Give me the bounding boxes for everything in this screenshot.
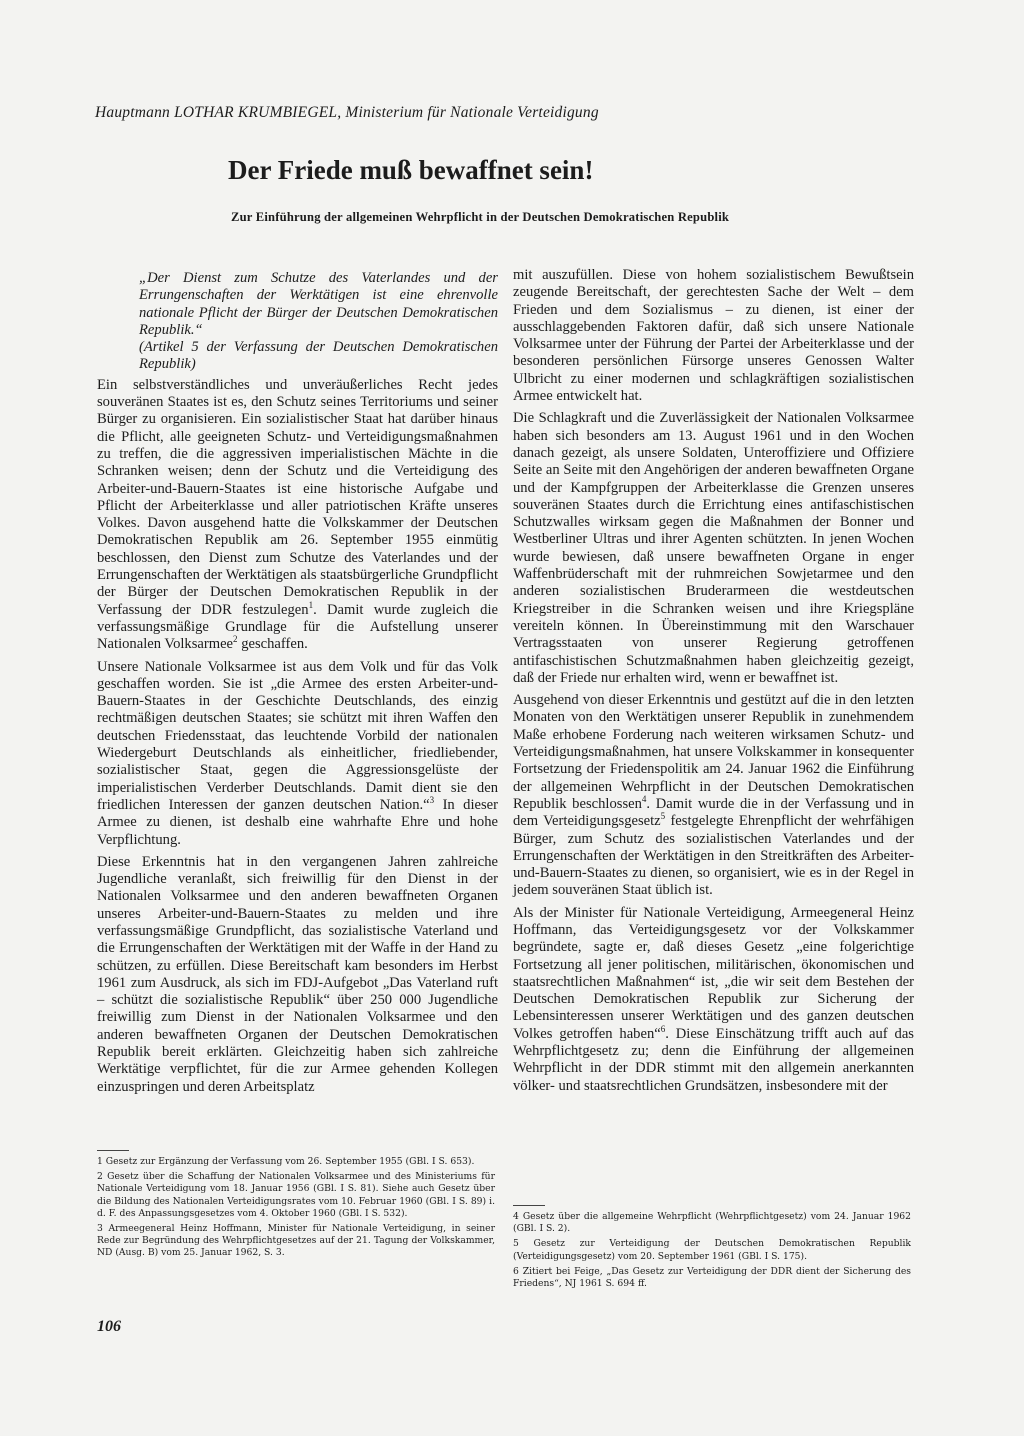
left-column [97,270,498,1101]
footnote-ref[interactable]: 5 [660,811,666,822]
paragraph: Diese Erkenntnis hat in den vergangenen Jahren zahlreiche Jugendliche veranlaßt, sich freiwillig für den Dienst in der Nationalen Volksarmee und den anderen bewaffneten Organen unseres Arbeiter-und-Bauern-Staates zu melden und ihre verfassungsmäßige Grundpflicht, das sozialistische Vaterland und die Errungenschaften der Werktätigen mit der Waffe in der Hand zu schützen, zu erfüllen. Diese Bereitschaft kam besonders im Herbst 1961 zum Ausdruck, als sich im FDJ-Aufgebot „Das Vaterland ruft – schützt die sozialistische Republik“ über 250 000 Jugendliche freiwillig zum Dienst in der Nationalen Volksarmee und den anderen bewaffneten Organen der Deutschen Demokratischen Republik bereit erklärten. Gleichzeitig haben sich zahlreiche Werktätige verpflichtet, für die zur Armee gehenden Kollegen einzuspringen und deren Arbeitsplatz [97,853,498,1095]
paragraph-text: . Diese Einschätzung trifft auch auf das Wehrpflichtgesetz zu; denn die Einführung der allgemeinen Wehrpflicht in der DDR stimmt mit den allgemein anerkannten völker- und staatsrechtlichen Grundsätzen, insbesondere mit der [513,1025,914,1094]
footnotes-right [513,1211,911,1293]
footnote-ref[interactable]: 2 [233,634,238,645]
footnote-ref[interactable]: 1 [308,599,314,610]
footnote: 2 Gesetz über die Schaffung der Nationalen Volksarmee und des Ministeriums für Nationale Verteidigung vom 18. Januar 1956 (GBl. I S. 81). Siehe auch Gesetz über die Bildung des Nationalen Verteidigungsrates vom 10. Februar 1960 (GBl. I S. 89) i. d. F. des Anpassungsgesetzes vom 4. Oktober 1960 (GBl. I S. 532). [97,1171,495,1219]
footnote: 4 Gesetz über die allgemeine Wehrpflicht (Wehrpflichtgesetz) vom 24. Januar 1962 (GBl. I S. 2). [513,1211,911,1235]
paragraph: Die Schlagkraft und die Zuverlässigkeit der Nationalen Volksarmee haben sich besonders am 13. August 1961 und in den Wochen danach gezeigt, als unsere Soldaten, Unteroffiziere und Offiziere Seite an Seite mit den Angehörigen der anderen bewaffneten Organe und der Kampfgruppen der Arbeiterklasse die Grenzen unseres souveränen Staates durch die Errichtung eines antifaschistischen Schutzwalles wirksam gegen die Maßnahmen der Bonner und Westberliner Ultras und ihrer Agenten schützten. In jenen Wochen wurde bewiesen, daß unsere bewaffneten Organe in enger Waffenbrüderschaft mit der ruhmreichen Sowjetarmee und den anderen sozialistischen Bruderarmeen die westdeutschen Kriegstreiber in die Schranken weisen und ihre Kriegspläne vereiteln können. In Übereinstimmung mit den Warschauer Vertragsstaaten von unserer Regierung getroffenen antifaschistischen Schutzmaßnahmen haben gleichzeitig gezeigt, daß der Friede nur erhalten wird, wenn er bewaffnet ist. [513,410,914,686]
footnote-ref[interactable]: 4 [641,794,647,805]
footnote-rule [97,1150,129,1151]
paragraph-text: Unsere Nationale Volksarmee ist aus dem Volk und für das Volk geschaffen worden. Sie ist „die Armee des ersten Arbeiter-und-Bauern-Staates in der Geschichte Deutschlands, des einzig rechtmäßigen deutschen Staates; sie schützt mit ihren Waffen den deutschen Friedensstaat, das leuchtende Vorbild der nationalen Wiedergeburt Deutschlands als einheitlicher, friedliebender, sozialistischer Staat, gegen die Aggressionsgelüste der imperialistischen Verderber Deutschlands. Damit dient sie den friedlichen Interessen der ganzen deutschen Nation.“ [97,658,498,813]
paragraph-text: In dieser Armee zu dienen, ist deshalb eine wahrhafte Ehre und hohe Verpflichtung. [97,796,498,848]
paragraph-text: Ausgehend von dieser Erkenntnis und gestützt auf die in den letzten Monaten von den Werktätigen unserer Republik in zunehmendem Maße erhobene Forderung nach weiteren wirksamen Schutz- und Verteidigungsmaßnahmen, hat unsere Volkskammer in konsequenter Fortsetzung der Friedenspolitik am 24. Januar 1962 die Einführung der allgemeinen Wehrpflicht in der Deutschen Demokratischen Republik beschlossen [513,692,914,812]
article-subtitle: Zur Einführung der allgemeinen Wehrpflicht in der Deutschen Demokratischen Republik [231,210,730,224]
footnote: 1 Gesetz zur Ergänzung der Verfassung vom 26. September 1955 (GBl. I S. 653). [97,1156,475,1167]
footnote: 3 Armeegeneral Heinz Hoffmann, Minister für Nationale Verteidigung, in seiner Rede zur Begründung des Wehrpflichtgesetzes auf der 21. Tagung der Volkskammer, ND (Ausg. B) vom 25. Januar 1962, S. 3. [97,1223,495,1259]
epigraph: „Der Dienst zum Schutze des Vaterlandes und der Errungenschaften der Werktätigen ist eine ehrenvolle nationale Pflicht der Bürger der Deutschen Demokratischen Republik.“ [139,270,498,338]
right-column [513,267,914,1100]
footnote: 5 Gesetz zur Verteidigung der Deutschen Demokratischen Republik (Verteidigungsgesetz) vom 20. September 1961 (GBl. I S. 175). [513,1238,911,1262]
page-number: 106 [97,1318,121,1335]
footnote-ref[interactable]: 3 [429,795,435,806]
paragraph: mit auszufüllen. Diese von hohem sozialistischem Bewußtsein zeugende Bereitschaft, der gerechtesten Sache der Welt – dem Frieden und dem Sozialismus – zu dienen, ist einer der ausschlaggebenden Faktoren dafür, daß sich unsere Nationale Volksarmee unter der Führung der Partei der Arbeiterklasse und der besonderen persönlichen Fürsorge unseres Genossen Walter Ulbricht zu einer modernen und schlagkräftigen sozialistischen Armee entwickelt hat. [513,267,914,405]
paragraph-text: geschaffen. [237,636,308,653]
paragraph [97,377,498,654]
paragraph-text: Ein selbstverständliches und unveräußerliches Recht jedes souveränen Staates ist es, den Schutz seines Territoriums und seiner Bürger zu organisieren. Ein sozialistischer Staat hat darüber hinaus die Pflicht, alle geeigneten Schutz- und Verteidigungsmaßnahmen zu treffen, die die aggressiven imperialistischen Mächte in die Schranken weisen; denn der Schutz und die Verteidigung des Arbeiter-und-Bauern-Staates ist eine historische Aufgabe und Pflicht der Arbeiterklasse und aller patriotischen Kräfte unseres Volkes. Davon ausgehend hatte die Volkskammer der Deutschen Demokratischen Republik am 26. September 1955 einmütig beschlossen, den Dienst zum Schutze des Vaterlandes und der Errungenschaften der Werktätigen als staatsbürgerliche Grundpflicht der Bürger der Deutschen Demokratischen Republik in der Verfassung der DDR festzulegen [97,376,498,618]
paragraph-text: . Damit wurde die in der Verfassung und in dem Verteidigungsgesetz [513,795,915,830]
author-byline: Hauptmann LOTHAR KRUMBIEGEL, Ministerium für Nationale Verteidigung [95,104,599,121]
paragraph [513,692,914,900]
paragraph-text: . Damit wurde zugleich die verfassungsmäßige Grundlage für die Aufstellung unserer Nationalen Volksarmee [97,601,499,653]
footnote-rule [513,1205,545,1206]
footnote: 6 Zitiert bei Feige, „Das Gesetz zur Verteidigung der DDR dient der Sicherung des Friedens“, NJ 1961 S. 694 ff. [513,1265,911,1290]
epigraph-source: (Artikel 5 der Verfassung der Deutschen Demokratischen Republik) [139,339,498,373]
article-title: Der Friede muß bewaffnet sein! [228,155,594,185]
footnote-ref[interactable]: 6 [660,1023,666,1034]
paragraph [513,905,914,1095]
paragraph-text: festgelegte Ehrenpflicht der wehrfähigen Bürger, zum Schutz des sozialistischen Vaterlandes und der Errungenschaften der Werktätigen in den Streitkräften des Arbeiter-und-Bauern-Staates zu dienen, so organisiert, wie es in der Regel in jedem souveränen Staat üblich ist. [513,813,914,899]
footnotes-left [97,1156,495,1263]
paragraph [97,659,498,849]
paragraph-text: Als der Minister für Nationale Verteidigung, Armeegeneral Heinz Hoffmann, das Verteidigungsgesetz vor der Volkskammer begründete, sagte er, daß dieses Gesetz „eine folgerichtige Fortsetzung all jener politischen, militärischen, ökonomischen und staatsrechtlichen Maßnahmen“ ist, „die wir seit dem Bestehen der Deutschen Demokratischen Republik zur Sicherung der Lebensinteressen unserer Werktätigen und des ganzen deutschen Volkes getroffen haben“ [513,904,914,1042]
